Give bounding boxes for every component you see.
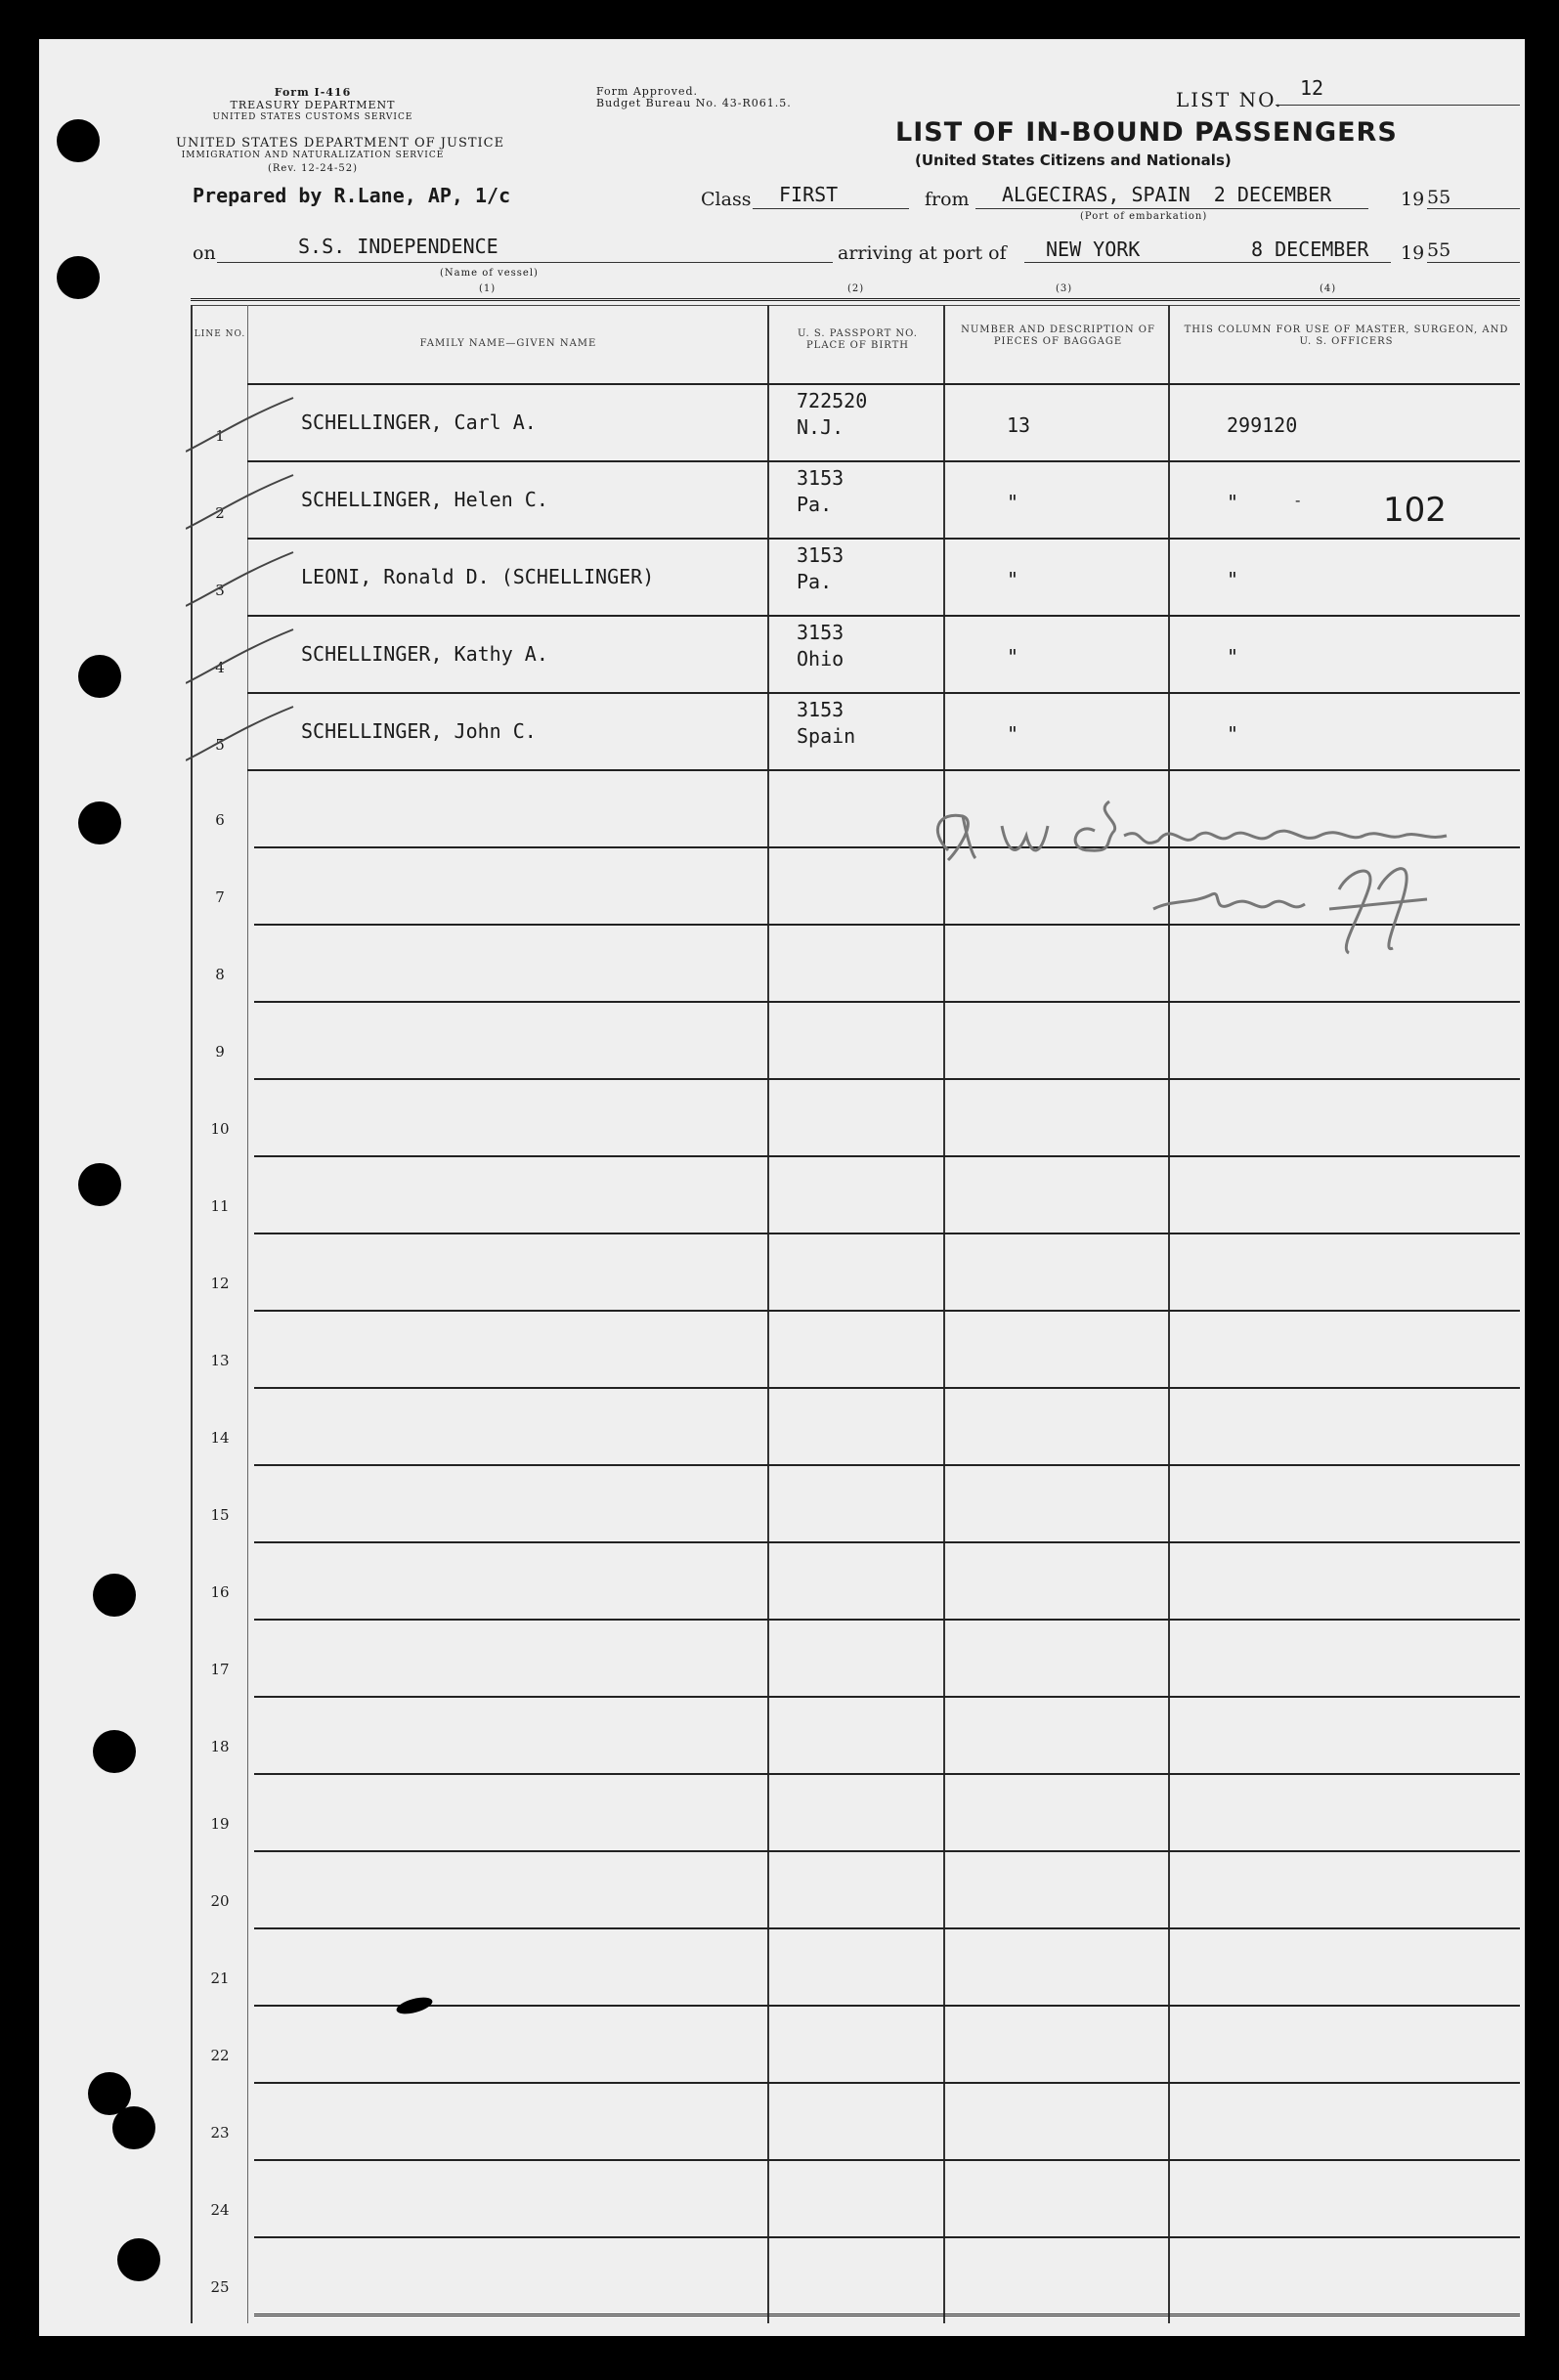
row-rule xyxy=(254,1001,1520,1003)
row-line-number: 3 xyxy=(215,582,225,599)
binder-hole xyxy=(93,1574,136,1617)
row-line-number: 12 xyxy=(210,1275,230,1292)
col-divider-passport xyxy=(943,305,945,2323)
port-embarkation-caption: (Port of embarkation) xyxy=(1080,211,1208,222)
row-rule xyxy=(254,1773,1520,1775)
class-label: Class xyxy=(701,189,752,210)
arrival-year: 55 xyxy=(1427,239,1451,261)
row-rule xyxy=(254,1233,1520,1234)
form-agency-block xyxy=(186,86,440,124)
row-line-number: 1 xyxy=(215,427,225,445)
col-header-name: FAMILY NAME—GIVEN NAME xyxy=(419,338,597,349)
row-line-number: 13 xyxy=(210,1352,230,1369)
arrival-year-prefix: 19 xyxy=(1401,242,1425,264)
check-mark xyxy=(186,470,303,539)
class-underline xyxy=(753,208,909,209)
row-line-number: 25 xyxy=(210,2278,230,2296)
baggage-value: " xyxy=(1007,491,1019,514)
table-top-rule xyxy=(191,298,1520,301)
row-rule xyxy=(254,2082,1520,2084)
baggage-value: " xyxy=(1007,645,1019,669)
row-line-number: 20 xyxy=(210,1892,230,1910)
baggage-value: " xyxy=(1007,722,1019,746)
officer-value: " xyxy=(1227,491,1239,514)
row-line-number: 11 xyxy=(210,1197,230,1215)
row-line-number: 6 xyxy=(215,811,225,829)
arrival-underline xyxy=(1024,262,1391,263)
binder-hole xyxy=(117,2238,160,2281)
class-value: FIRST xyxy=(779,183,839,206)
row-rule xyxy=(254,1078,1520,1080)
row-rule xyxy=(247,460,1520,462)
binder-hole xyxy=(78,801,121,844)
justice-label: UNITED STATES DEPARTMENT OF JUSTICE xyxy=(176,136,505,151)
passport-number: 722520 xyxy=(797,389,868,412)
from-label: from xyxy=(925,189,970,210)
col-divider-name xyxy=(767,305,769,2323)
ink-mark xyxy=(395,1994,434,2016)
page-title: LIST OF IN-BOUND PASSENGERS xyxy=(895,117,1398,148)
row-rule xyxy=(254,1619,1520,1621)
row-line-number: 21 xyxy=(210,1969,230,1987)
vessel-underline xyxy=(217,262,833,263)
table-header-rule xyxy=(247,383,1520,385)
col-number-1: (1) xyxy=(479,283,497,294)
row-line-number: 23 xyxy=(210,2124,230,2142)
arrival-date: 8 DECEMBER xyxy=(1251,238,1369,261)
treasury-label: TREASURY DEPARTMENT xyxy=(230,99,396,111)
passenger-name: SCHELLINGER, Carl A. xyxy=(301,411,537,434)
binder-hole xyxy=(57,119,100,162)
row-rule xyxy=(254,1155,1520,1157)
passenger-name: SCHELLINGER, John C. xyxy=(301,719,537,743)
binder-hole xyxy=(57,256,100,299)
row-rule xyxy=(254,1850,1520,1852)
row-rule xyxy=(254,1464,1520,1466)
from-year-prefix: 19 xyxy=(1401,189,1425,210)
binder-hole xyxy=(112,2106,155,2149)
place-of-birth: N.J. xyxy=(797,415,844,439)
immigration-label: IMMIGRATION AND NATURALIZATION SERVICE xyxy=(181,151,445,160)
row-rule xyxy=(254,2236,1520,2238)
list-no-value: 12 xyxy=(1300,76,1324,100)
col-number-4: (4) xyxy=(1320,283,1337,294)
passport-number: 3153 xyxy=(797,466,844,490)
place-of-birth: Spain xyxy=(797,724,856,748)
side-number: 102 xyxy=(1383,491,1447,530)
col-header-passport: U. S. PASSPORT NO. PLACE OF BIRTH xyxy=(798,328,918,351)
check-mark xyxy=(186,702,303,770)
arriving-label: arriving at port of xyxy=(838,242,1007,264)
row-line-number: 19 xyxy=(210,1815,230,1833)
passport-number: 3153 xyxy=(797,698,844,721)
officer-value: " xyxy=(1227,645,1239,669)
row-line-number: 7 xyxy=(215,888,225,906)
revision-label: (Rev. 12-24-52) xyxy=(267,163,358,174)
row-rule xyxy=(247,769,1520,771)
col-header-line-no: LINE NO. xyxy=(194,329,246,339)
passenger-name: SCHELLINGER, Helen C. xyxy=(301,488,548,511)
signature xyxy=(919,782,1466,958)
passport-number: 3153 xyxy=(797,621,844,644)
col-header-officers: THIS COLUMN FOR USE OF MASTER, SURGEON, AND U. S. OFFICERS xyxy=(1184,325,1509,347)
row-rule xyxy=(254,2005,1520,2007)
table-top-rule-2 xyxy=(191,305,1520,306)
from-year-underline xyxy=(1427,208,1520,209)
row-rule xyxy=(254,1541,1520,1543)
row-line-number: 17 xyxy=(210,1661,230,1678)
row-rule xyxy=(254,1387,1520,1389)
prepared-by: Prepared by R.Lane, AP, 1/c xyxy=(193,184,511,207)
form-approved: Form Approved. xyxy=(596,85,699,98)
row-rule xyxy=(254,1927,1520,1929)
row-rule xyxy=(254,2159,1520,2161)
embarkation-value: ALGECIRAS, SPAIN 2 DECEMBER xyxy=(1002,183,1332,206)
baggage-value: " xyxy=(1007,568,1019,591)
row-line-number: 24 xyxy=(210,2201,230,2219)
vessel-caption: (Name of vessel) xyxy=(440,268,539,279)
approval-block xyxy=(596,86,792,109)
baggage-value: 13 xyxy=(1007,413,1031,437)
from-year: 55 xyxy=(1427,187,1451,208)
row-line-number: 10 xyxy=(210,1120,230,1138)
passenger-name: SCHELLINGER, Kathy A. xyxy=(301,642,548,666)
col-number-2: (2) xyxy=(847,283,865,294)
arrival-year-underline xyxy=(1427,262,1520,263)
check-mark xyxy=(186,393,303,461)
binder-hole xyxy=(93,1730,136,1773)
officer-value: " xyxy=(1227,568,1239,591)
passport-number: 3153 xyxy=(797,543,844,567)
page-subtitle: (United States Citizens and Nationals) xyxy=(915,151,1232,169)
list-no-underline xyxy=(1276,105,1520,106)
row2-dash: - xyxy=(1295,491,1301,509)
arrival-port: NEW YORK xyxy=(1046,238,1141,261)
row-rule xyxy=(247,615,1520,617)
row-rule xyxy=(254,1310,1520,1312)
row-rule xyxy=(247,692,1520,694)
check-mark xyxy=(186,625,303,693)
row-line-number: 22 xyxy=(210,2047,230,2064)
col-divider-baggage xyxy=(1168,305,1170,2323)
list-no-label: LIST NO. xyxy=(1176,88,1283,111)
row-line-number: 9 xyxy=(215,1043,225,1060)
row-line-number: 16 xyxy=(210,1583,230,1601)
passenger-name: LEONI, Ronald D. (SCHELLINGER) xyxy=(301,565,655,588)
row-line-number: 8 xyxy=(215,966,225,983)
binder-hole xyxy=(78,655,121,698)
row-line-number: 2 xyxy=(215,504,225,522)
justice-block xyxy=(176,136,505,175)
row-line-number: 14 xyxy=(210,1429,230,1447)
place-of-birth: Pa. xyxy=(797,570,833,593)
officer-value: " xyxy=(1227,722,1239,746)
row-line-number: 15 xyxy=(210,1506,230,1524)
on-label: on xyxy=(193,242,216,264)
row-rule xyxy=(254,2314,1520,2316)
row-rule xyxy=(247,538,1520,540)
place-of-birth: Ohio xyxy=(797,647,844,671)
col-number-3: (3) xyxy=(1056,283,1073,294)
from-underline xyxy=(975,208,1368,209)
row-line-number: 4 xyxy=(215,659,225,676)
budget-bureau: Budget Bureau No. 43-R061.5. xyxy=(596,97,792,109)
form-page xyxy=(39,39,1525,2336)
row-line-number: 18 xyxy=(210,1738,230,1755)
binder-hole xyxy=(78,1163,121,1206)
check-mark xyxy=(186,547,303,616)
customs-label: UNITED STATES CUSTOMS SERVICE xyxy=(212,112,413,122)
col-header-baggage: NUMBER AND DESCRIPTION OF PIECES OF BAGGAGE xyxy=(961,325,1155,347)
form-number: Form I-416 xyxy=(274,86,352,99)
row-rule xyxy=(254,1696,1520,1698)
row-line-number: 5 xyxy=(215,736,225,754)
officer-value: 299120 xyxy=(1227,413,1298,437)
place-of-birth: Pa. xyxy=(797,493,833,516)
vessel-value: S.S. INDEPENDENCE xyxy=(298,235,498,258)
